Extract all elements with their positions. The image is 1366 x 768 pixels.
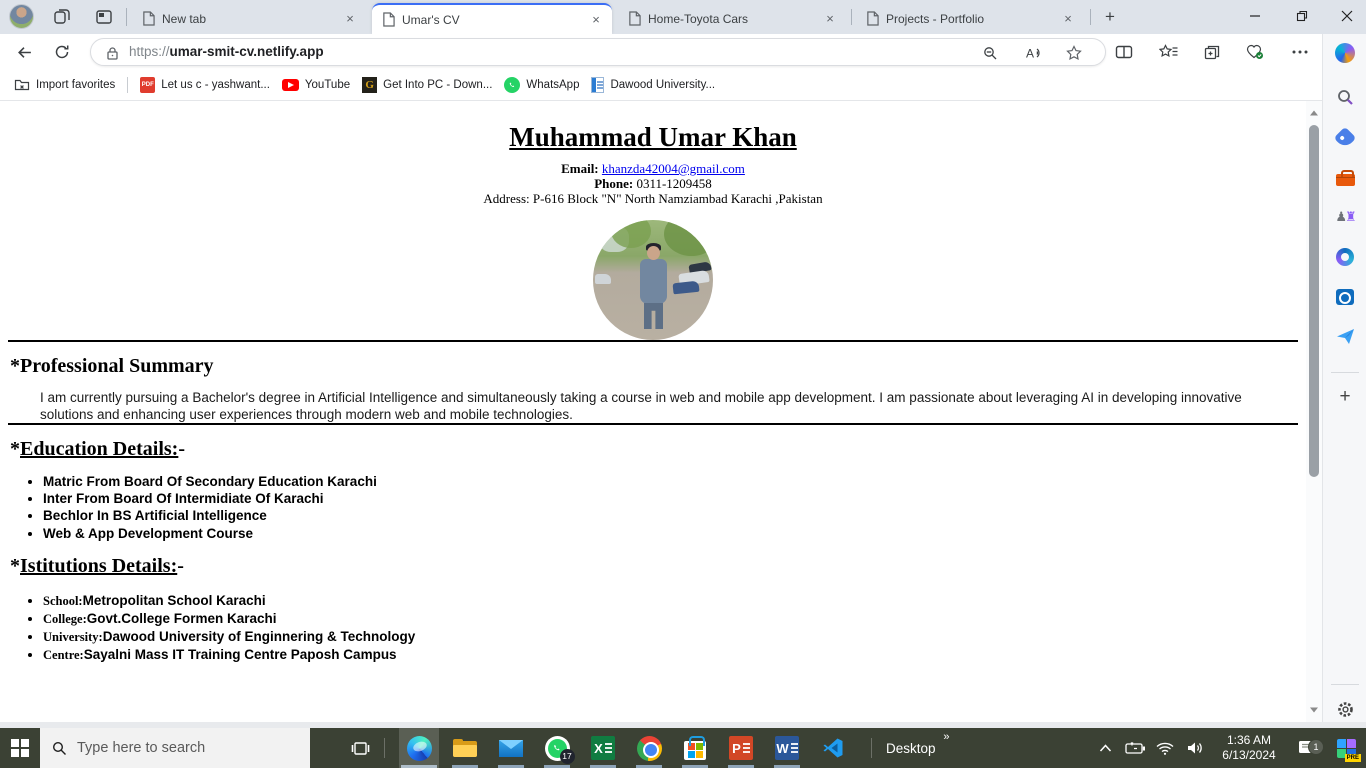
word-icon: W <box>775 736 799 760</box>
scrollbar-thumb[interactable] <box>1309 125 1319 477</box>
tab-projects-portfolio[interactable] <box>856 3 1084 34</box>
tab-title: Home-Toyota Cars <box>648 11 749 26</box>
favorite-label: Dawood University... <box>610 79 716 91</box>
favorite-label: Get Into PC - Down... <box>383 79 493 91</box>
web-page-content <box>0 101 1322 722</box>
favorites-list-icon[interactable] <box>1156 40 1180 64</box>
list-item: • College:Govt.College Formen Karachi <box>43 610 1306 628</box>
tab-close-icon[interactable]: × <box>1064 10 1072 26</box>
getintopc-icon: G <box>362 77 377 93</box>
divider <box>1331 684 1359 685</box>
education-list <box>0 473 1306 542</box>
tray-date: 6/13/2024 <box>1222 748 1276 762</box>
list-item: • Centre:Sayalni Mass IT Training Centre Paposh Campus <box>43 646 1306 664</box>
wifi-icon[interactable] <box>1150 742 1180 755</box>
tab-title: Umar's CV <box>402 12 460 27</box>
taskbar-clock[interactable] <box>1210 733 1288 763</box>
divider <box>127 77 128 93</box>
url-host: umar-smit-cv.netlify.app <box>169 44 324 59</box>
list-item: • Inter From Board Of Intermidiate Of Karachi <box>43 490 1306 507</box>
import-favorites-button[interactable] <box>8 74 121 96</box>
browser-profile-avatar[interactable] <box>9 4 34 29</box>
taskbar-search-box[interactable] <box>40 728 310 768</box>
shopping-icon[interactable] <box>1334 127 1356 149</box>
notification-badge: 1 <box>1308 739 1324 755</box>
add-to-sidebar-icon[interactable]: + <box>1339 386 1351 407</box>
institutions-heading: *Istitutions Details:- <box>10 554 184 577</box>
search-icon <box>52 741 67 756</box>
desktop-label: Desktop <box>886 740 936 756</box>
preview-label: PRE <box>1346 755 1359 761</box>
taskbar-edge[interactable] <box>399 728 439 768</box>
task-view-button[interactable] <box>340 728 380 768</box>
taskbar-chrome[interactable] <box>629 728 669 768</box>
favorite-getintopc[interactable] <box>356 74 498 96</box>
tab-close-icon[interactable]: × <box>346 10 354 26</box>
url-scheme: https:// <box>129 44 170 59</box>
favorite-whatsapp[interactable] <box>498 74 585 96</box>
chrome-icon <box>637 736 662 761</box>
powerpoint-icon: P <box>729 736 753 760</box>
expand-chevrons-icon[interactable]: » <box>943 731 948 743</box>
tab-umars-cv[interactable] <box>372 3 612 34</box>
scroll-up-icon[interactable] <box>1309 109 1319 117</box>
speaker-icon[interactable] <box>1180 741 1210 755</box>
page-scrollbar[interactable] <box>1306 101 1322 722</box>
lock-icon[interactable] <box>101 43 123 63</box>
page-icon <box>628 11 641 26</box>
tab-close-icon[interactable]: × <box>592 11 600 27</box>
split-screen-icon[interactable] <box>1112 40 1136 64</box>
scroll-down-icon[interactable] <box>1309 706 1319 714</box>
whatsapp-icon <box>545 736 570 761</box>
divider <box>1090 9 1091 25</box>
divider <box>8 423 1298 425</box>
pdf-icon: PDF <box>140 77 155 93</box>
import-favorites-icon <box>14 77 30 93</box>
list-item: • Web & App Development Course <box>43 525 1306 542</box>
windows-preview-icon <box>1335 737 1357 759</box>
window-restore-button[interactable] <box>1283 0 1321 32</box>
taskbar-vscode[interactable] <box>813 728 853 768</box>
windows-logo-icon <box>11 739 29 757</box>
phone-value: 0311-1209458 <box>633 176 712 191</box>
window-minimize-button[interactable] <box>1236 0 1274 32</box>
taskbar-excel[interactable] <box>583 728 623 768</box>
tab-actions-menu-icon[interactable] <box>93 7 115 27</box>
refresh-icon[interactable] <box>50 40 74 64</box>
contact-block <box>0 161 1306 206</box>
summary-heading: *Professional Summary <box>10 355 214 377</box>
list-item: • Bechlor In BS Artificial Intelligence <box>43 507 1306 524</box>
divider <box>384 738 385 758</box>
task-view-icon <box>351 741 370 756</box>
system-tray <box>1090 728 1366 768</box>
tools-icon[interactable] <box>1334 166 1356 188</box>
windows-preview-button[interactable] <box>1326 737 1366 759</box>
youtube-icon <box>282 79 299 91</box>
search-input[interactable] <box>77 740 277 756</box>
tab-home-toyota-cars[interactable] <box>618 3 846 34</box>
institutions-list <box>0 592 1306 665</box>
page-icon <box>142 11 155 26</box>
edge-icon <box>407 736 432 761</box>
page-icon <box>382 12 395 27</box>
divider <box>126 8 127 26</box>
notification-center-button[interactable] <box>1288 740 1326 757</box>
taskbar-word[interactable] <box>767 728 807 768</box>
microsoft-store-icon <box>684 741 706 760</box>
summary-text: I am currently pursuing a Bachelor's degree in Artificial Intelligence and simultaneously taking a course in web and mobile app development. I am passionate about leveraging AI in developing innovative solutions and enhancing user experiences through modern web and mobile technologies. <box>40 390 1242 422</box>
edge-side-rail <box>1322 34 1366 722</box>
favorite-dawood-university[interactable] <box>585 74 721 96</box>
browser-tab-strip <box>0 0 1366 34</box>
tab-title: Projects - Portfolio <box>886 11 985 26</box>
email-link[interactable]: khanzda42004@gmail.com <box>601 161 745 176</box>
favorites-bar <box>0 70 1322 101</box>
browser-essentials-icon[interactable] <box>1243 40 1267 64</box>
window-close-button[interactable] <box>1328 0 1366 32</box>
email-label: Email: <box>561 161 599 176</box>
browser-toolbar <box>0 34 1322 70</box>
start-button[interactable] <box>0 728 40 768</box>
svg-text:A: A <box>1026 46 1035 61</box>
tab-title: New tab <box>162 11 207 26</box>
page-icon <box>866 11 879 26</box>
zoom-out-icon[interactable] <box>979 43 1001 63</box>
divider <box>871 738 872 758</box>
list-item: • School:Metropolitan School Karachi <box>43 592 1306 610</box>
sidebar-settings-gear-icon[interactable] <box>1334 698 1356 720</box>
whatsapp-badge: 17 <box>560 749 575 764</box>
file-explorer-icon <box>453 739 477 757</box>
favorite-label: YouTube <box>304 79 351 91</box>
divider <box>8 340 1298 342</box>
outlook-icon[interactable] <box>1334 286 1356 308</box>
favorite-label: Let us c - yashwant... <box>161 79 270 91</box>
copilot-icon[interactable] <box>1334 42 1356 64</box>
mail-icon <box>499 740 523 757</box>
games-icon[interactable]: ♟ ♜ <box>1335 209 1355 224</box>
tray-expand-chevron-icon[interactable] <box>1090 744 1120 752</box>
divider <box>1331 372 1359 373</box>
favorite-label: Import favorites <box>36 79 116 91</box>
whatsapp-icon <box>504 77 520 93</box>
taskbar-mail[interactable] <box>491 728 531 768</box>
address-bar[interactable] <box>90 38 1106 66</box>
desktop-toolbar[interactable] <box>876 728 950 768</box>
education-heading: *Education Details:- <box>10 438 186 460</box>
phone-line <box>0 176 1306 191</box>
drop-send-icon[interactable] <box>1334 325 1356 347</box>
collections-icon[interactable] <box>1200 40 1224 64</box>
tab-close-icon[interactable]: × <box>826 10 834 26</box>
microsoft-365-icon[interactable] <box>1334 246 1356 268</box>
taskbar-powerpoint[interactable] <box>721 728 761 768</box>
back-icon[interactable] <box>12 40 36 64</box>
phone-label: Phone: <box>594 176 634 191</box>
favorite-youtube[interactable] <box>276 76 356 94</box>
read-aloud-icon[interactable] <box>1023 43 1045 63</box>
favorite-letusc[interactable] <box>134 74 276 96</box>
email-line <box>0 161 1306 176</box>
excel-icon: X <box>591 736 615 760</box>
list-item: • University:Dawood University of Enginnering & Technology <box>43 628 1306 646</box>
vscode-icon <box>822 737 844 759</box>
tab-new-tab[interactable] <box>132 3 366 34</box>
profile-photo <box>593 220 713 340</box>
workspaces-icon[interactable] <box>51 7 73 27</box>
search-icon[interactable] <box>1334 86 1356 108</box>
settings-menu-icon[interactable] <box>1288 40 1312 64</box>
tray-time: 1:36 AM <box>1226 733 1272 747</box>
taskbar-whatsapp[interactable] <box>537 728 577 768</box>
new-tab-button[interactable]: + <box>1105 7 1115 26</box>
favorite-star-icon[interactable] <box>1063 43 1085 63</box>
address-line: Address: P-616 Block "N" North Namziambad Karachi ,Pakistan <box>483 191 823 206</box>
windows-taskbar <box>0 728 1366 768</box>
word-doc-icon <box>591 77 604 93</box>
page-title: Muhammad Umar Khan <box>509 122 797 152</box>
divider <box>851 9 852 25</box>
taskbar-microsoft-store[interactable] <box>675 728 715 768</box>
taskbar-file-explorer[interactable] <box>445 728 485 768</box>
url-text[interactable] <box>129 44 324 59</box>
list-item: • Matric From Board Of Secondary Education Karachi <box>43 473 1306 490</box>
battery-charging-icon[interactable] <box>1120 742 1150 754</box>
favorite-label: WhatsApp <box>526 79 580 91</box>
